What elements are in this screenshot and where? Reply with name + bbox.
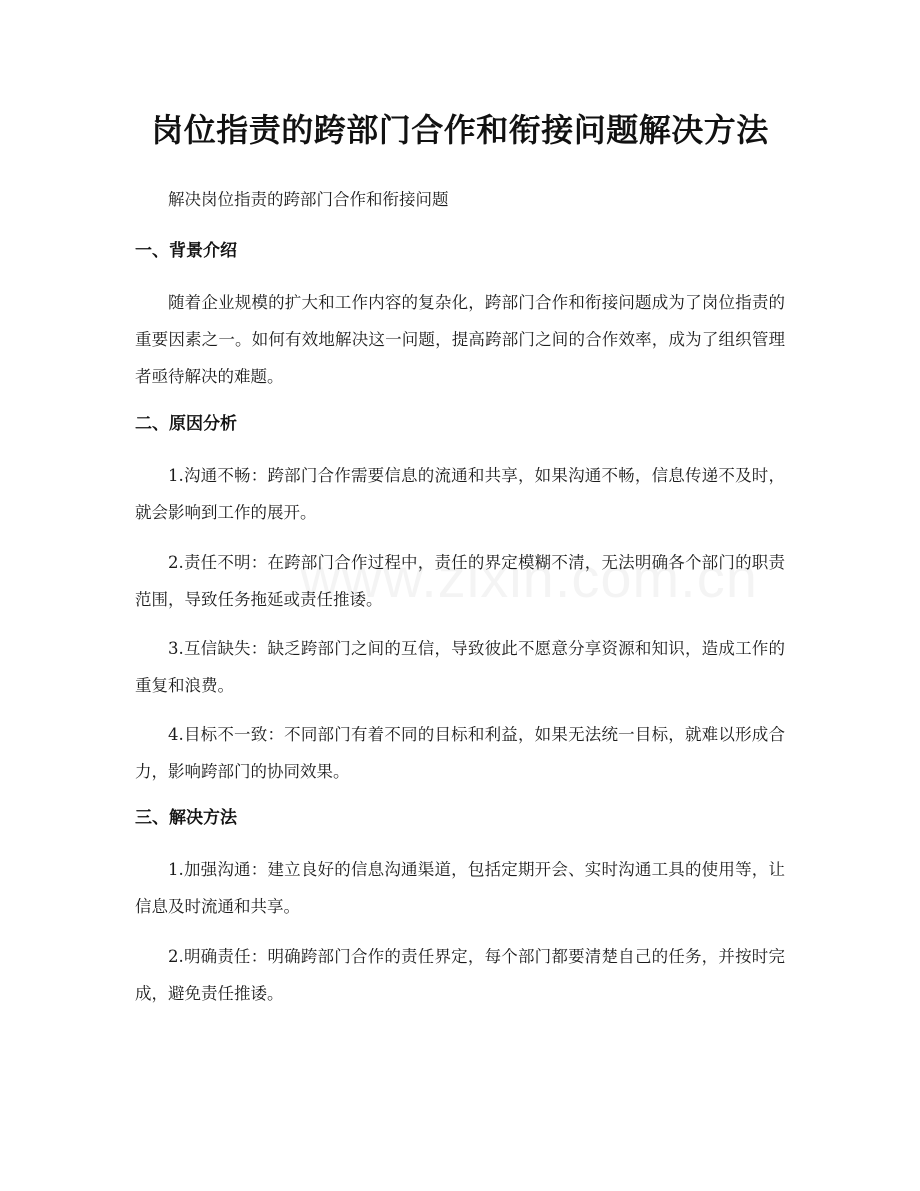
section-heading-cause-analysis: 二、原因分析	[135, 414, 237, 434]
paragraph-background: 随着企业规模的扩大和工作内容的复杂化，跨部门合作和衔接问题成为了岗位指责的重要因素之一。如何有效地解决这一问题，提高跨部门之间的合作效率，成为了组织管理者亟待解决的难题。	[135, 293, 785, 386]
document-subtitle: 解决岗位指责的跨部门合作和衔接问题	[168, 190, 449, 209]
section-heading-background: 一、背景介绍	[135, 241, 237, 261]
document-title: 岗位指责的跨部门合作和衔接问题解决方法	[151, 111, 769, 149]
paragraph-solution-responsibility: 2.明确责任：明确跨部门合作的责任界定，每个部门都要清楚自己的任务，并按时完成，避免责任推诿。	[135, 947, 785, 1003]
paragraph-solution-communication: 1.加强沟通：建立良好的信息沟通渠道，包括定期开会、实时沟通工具的使用等，让信息及时流通和共享。	[135, 860, 785, 916]
paragraph-cause-trust: 3.互信缺失：缺乏跨部门之间的互信，导致彼此不愿意分享资源和知识，造成工作的重复和浪费。	[135, 639, 785, 695]
section-heading-solutions: 三、解决方法	[135, 808, 237, 828]
paragraph-cause-communication: 1.沟通不畅：跨部门合作需要信息的流通和共享，如果沟通不畅，信息传递不及时，就会影响到工作的展开。	[135, 466, 785, 522]
paragraph-cause-responsibility: 2.责任不明：在跨部门合作过程中，责任的界定模糊不清，无法明确各个部门的职责范围，导致任务拖延或责任推诿。	[135, 553, 785, 609]
paragraph-cause-goals: 4.目标不一致：不同部门有着不同的目标和利益，如果无法统一目标，就难以形成合力，影响跨部门的协同效果。	[135, 725, 785, 781]
